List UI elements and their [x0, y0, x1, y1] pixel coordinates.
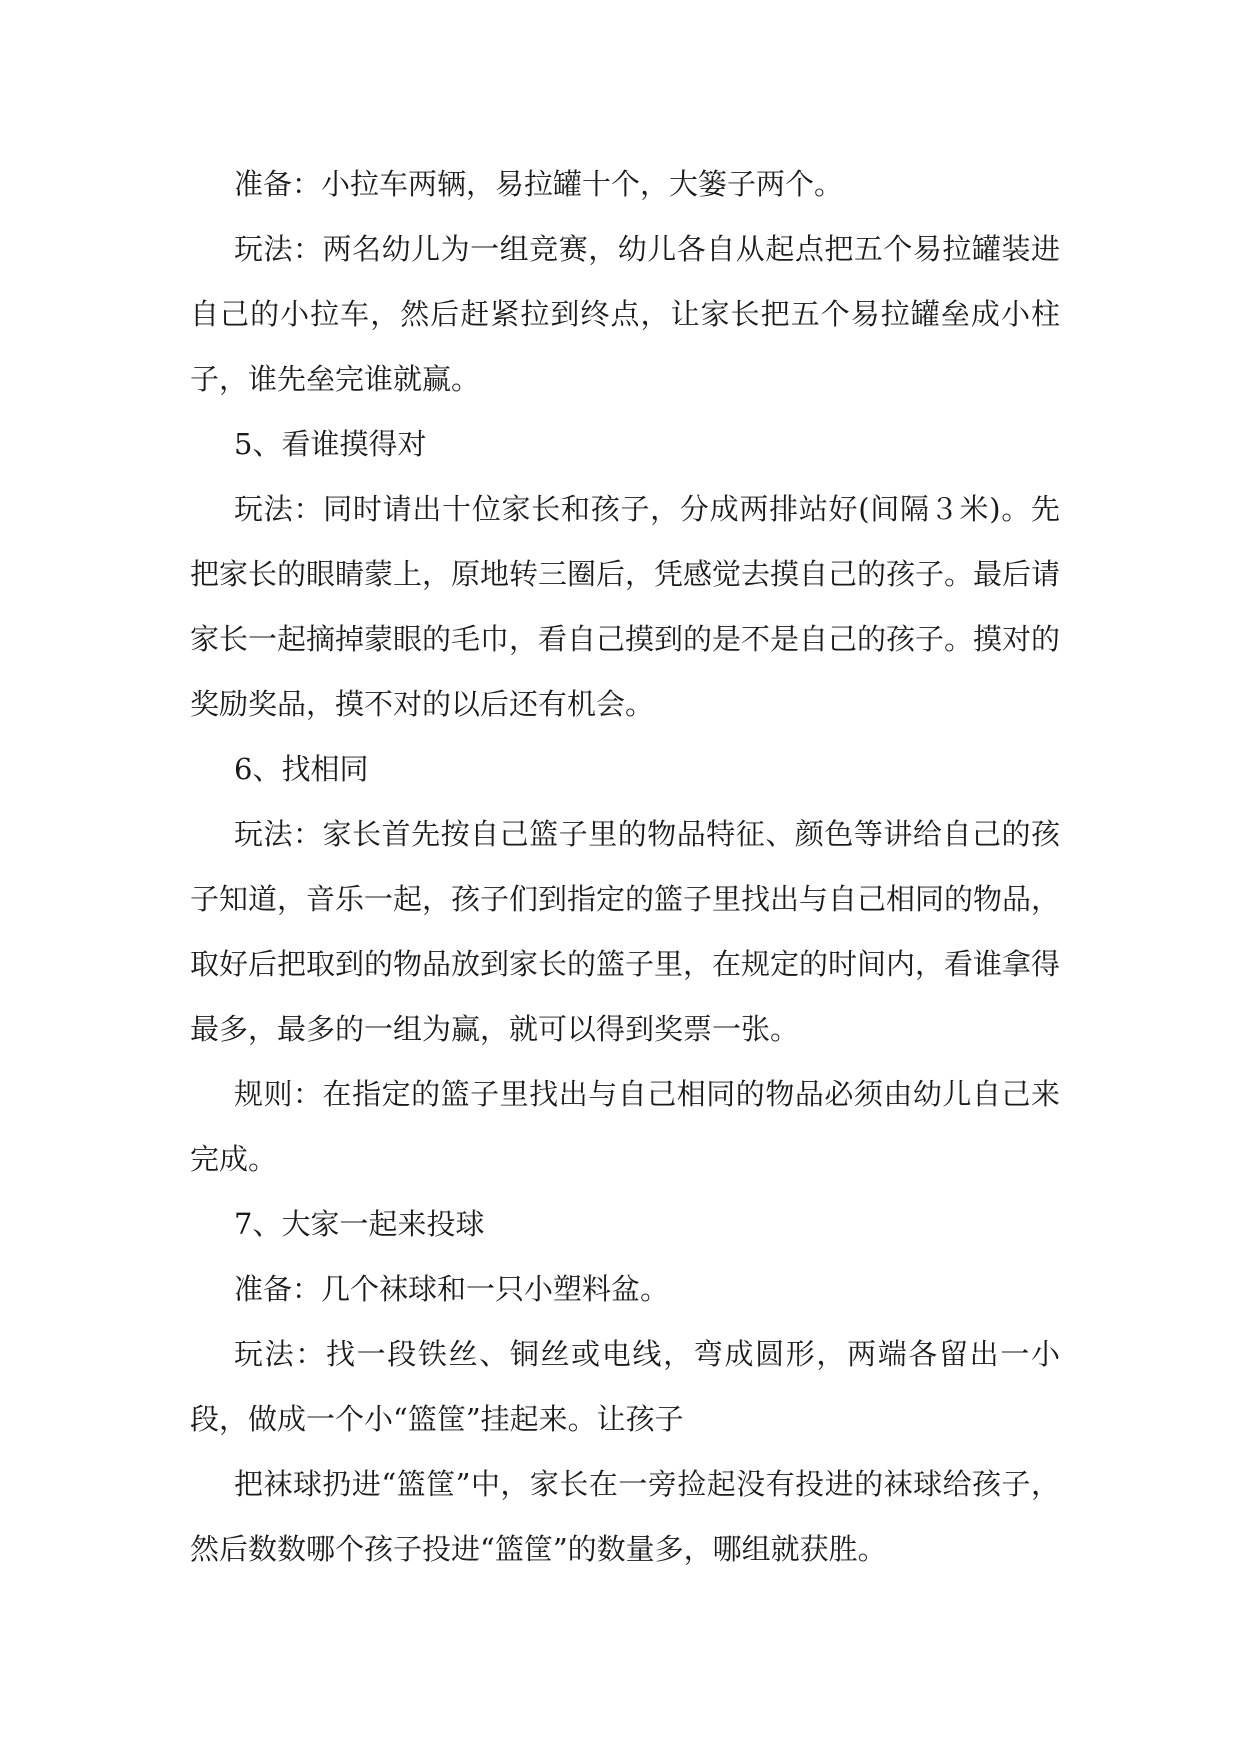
document-body	[190, 152, 1060, 1582]
paragraph-regulation-match: 规则：在指定的篮子里找出与自己相同的物品必须由幼儿自己来完成。	[190, 1077, 1060, 1176]
paragraph-preparation-ball: 准备：几个袜球和一只小塑料盆。	[234, 1272, 670, 1306]
paragraph-rules-ball: 玩法：找一段铁丝、铜丝或电线，弯成圆形，两端各留出一小段，做成一个小“篮筐”挂起来。让孩子	[190, 1337, 1060, 1436]
paragraph-rules-touch: 玩法：同时请出十位家长和孩子，分成两排站好(间隔３米)。先把家长的眼睛蒙上，原地转三圈后，凭感觉去摸自己的孩子。最后请家长一起摘掉蒙眼的毛巾，看自己摸到的是不是自己的孩子。摸对的奖励奖品，摸不对的以后还有机会。	[190, 492, 1061, 721]
heading-game-5: 5、看谁摸得对	[234, 427, 427, 461]
paragraph-preparation-cart: 准备：小拉车两辆，易拉罐十个，大篓子两个。	[234, 167, 844, 201]
paragraph-rules-ball-continued: 把袜球扔进“篮筐”中，家长在一旁捡起没有投进的袜球给孩子，然后数数哪个孩子投进“篮筐”的数量多，哪组就获胜。	[190, 1467, 1060, 1566]
paragraph-rules-match: 玩法：家长首先按自己篮子里的物品特征、颜色等讲给自己的孩子知道，音乐一起，孩子们到指定的篮子里找出与自己相同的物品，取好后把取到的物品放到家长的篮子里，在规定的时间内，看谁拿得最多，最多的一组为赢，就可以得到奖票一张。	[190, 817, 1061, 1046]
paragraph-rules-cart: 玩法：两名幼儿为一组竞赛，幼儿各自从起点把五个易拉罐装进自己的小拉车，然后赶紧拉到终点，让家长把五个易拉罐垒成小柱子，谁先垒完谁就赢。	[190, 232, 1060, 396]
heading-game-7: 7、大家一起来投球	[234, 1207, 485, 1241]
heading-game-6: 6、找相同	[234, 752, 369, 786]
